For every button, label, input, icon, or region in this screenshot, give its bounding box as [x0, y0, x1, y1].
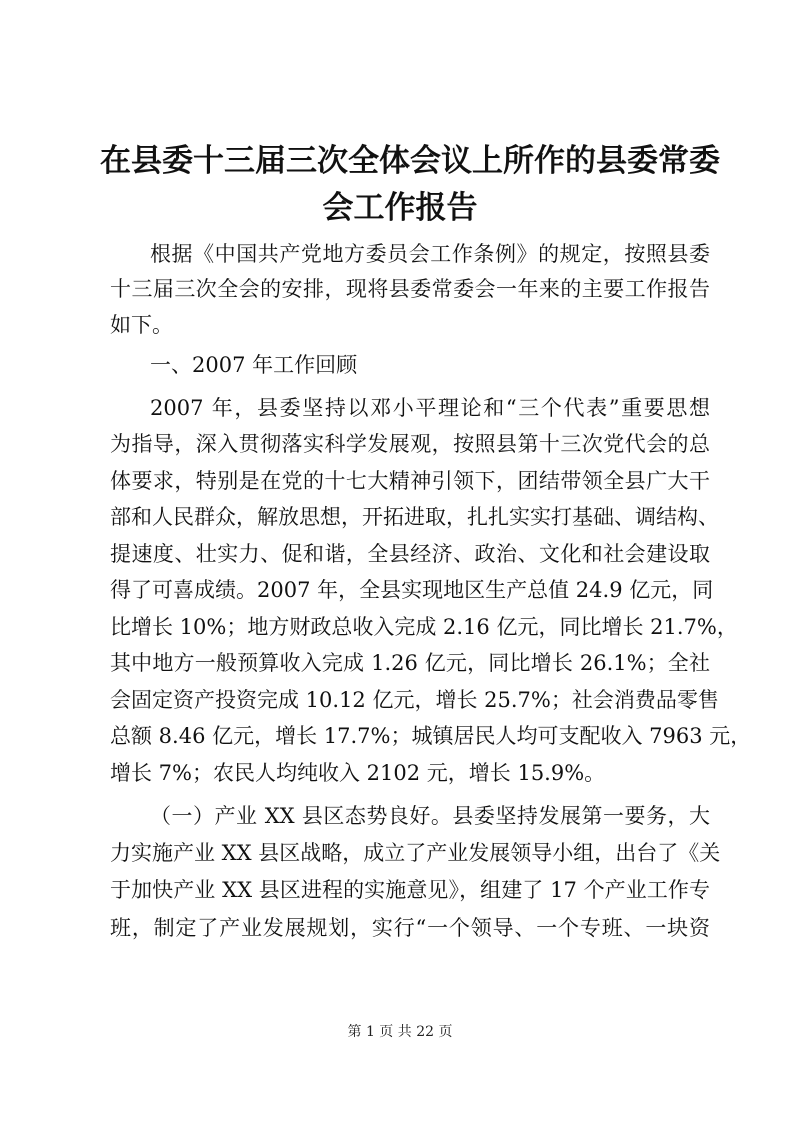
body-line: 增长 7%；农民人均纯收入 2102 元，增长 15.9%。: [110, 761, 606, 785]
body-line: 其中地方一般预算收入完成 1.26 亿元，同比增长 26.1%；全社: [110, 651, 710, 675]
body-line: 总额 8.46 亿元，增长 17.7%；城镇居民人均可支配收入 7963 元，: [110, 724, 752, 748]
body-line: 如下。: [110, 313, 173, 337]
body-line: 于加快产业 XX 县区进程的实施意见》，组建了 17 个产业工作专: [110, 878, 710, 902]
body-line: 力实施产业 XX 县区战略，成立了产业发展领导小组，出台了《关: [110, 841, 721, 865]
body-line: 得了可喜成绩。2007 年，全县实现地区生产总值 24.9 亿元，同: [110, 578, 714, 602]
body-line: 提速度、壮实力、促和谐，全县经济、政治、文化和社会建设取: [110, 542, 710, 566]
subsection-line: （一）产业 XX 县区态势良好。县委坚持发展第一要务，大: [150, 804, 710, 828]
body-line: 体要求，特别是在党的十七大精神引领下，团结带领全县广大干: [110, 469, 710, 493]
document-title-line-1: 在县委十三届三次全体会议上所作的县委常委: [100, 143, 720, 179]
body-line: 比增长 10%；地方财政总收入完成 2.16 亿元，同比增长 21.7%，: [110, 615, 738, 639]
document-title-line-2: 会工作报告: [322, 190, 478, 226]
body-line: 十三届三次全会的安排，现将县委常委会一年来的主要工作报告: [110, 277, 710, 301]
body-line: 2007 年，县委坚持以邓小平理论和“三个代表”重要思想: [150, 396, 710, 420]
body-line: 部和人民群众，解放思想，开拓进取，扎扎实实打基础、调结构、: [110, 505, 719, 529]
body-line: 根据《中国共产党地方委员会工作条例》的规定，按照县委: [150, 242, 710, 266]
page-number-footer: 第 1 页 共 22 页: [347, 1024, 453, 1040]
body-line: 为指导，深入贯彻落实科学发展观，按照县第十三次党代会的总: [110, 432, 710, 456]
section-heading: 一、2007 年工作回顾: [150, 353, 358, 377]
body-line: 会固定资产投资完成 10.12 亿元，增长 25.7%；社会消费品零售: [110, 688, 719, 712]
body-line: 班，制定了产业发展规划，实行“一个领导、一个专班、一块资: [110, 916, 710, 940]
